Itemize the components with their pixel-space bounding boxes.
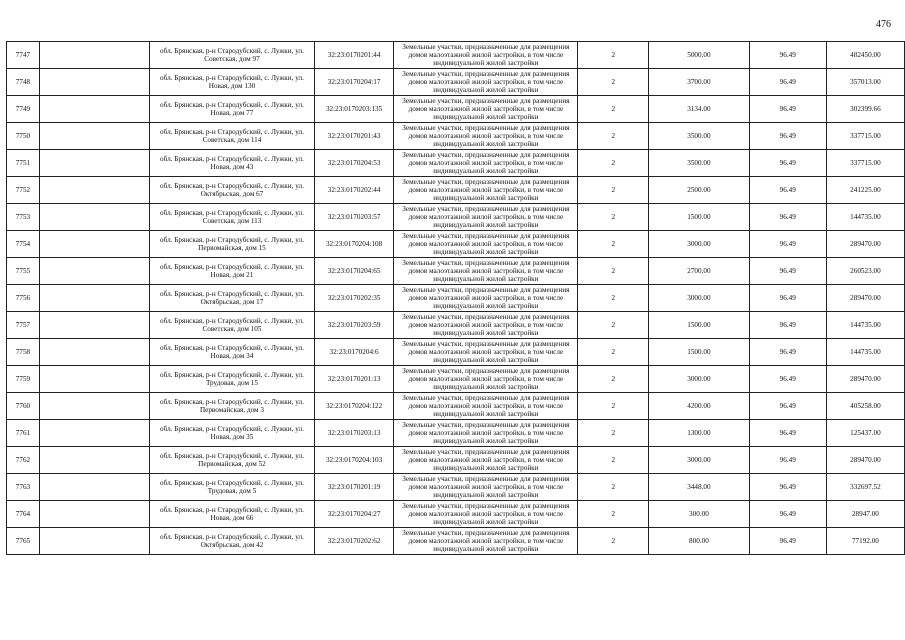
table-row [7, 312, 905, 339]
cadastral-value-cell: 77192.00 [826, 528, 904, 555]
address-cell: обл. Брянская, р-н Стародубский, с. Лужки, ул. Октябрьская, дом 42 [150, 528, 315, 555]
cadastral-number-cell: 32:23:0170201:13 [314, 366, 394, 393]
cadastral-number-cell: 32:23:0170202:35 [314, 285, 394, 312]
cadastral-number-cell: 32:23:0170201:19 [314, 474, 394, 501]
empty-cell [39, 150, 149, 177]
cadastral-number-cell: 32:23:0170203:135 [314, 96, 394, 123]
table-row [7, 420, 905, 447]
row-number: 7756 [7, 285, 40, 312]
rate-cell: 96.49 [749, 312, 826, 339]
cadastral-value-cell: 357013.00 [826, 69, 904, 96]
address-cell: обл. Брянская, р-н Стародубский, с. Лужки, ул. Новая, дом 43 [150, 150, 315, 177]
cadastral-number-cell: 32:23:0170204:122 [314, 393, 394, 420]
empty-cell [39, 285, 149, 312]
row-number: 7750 [7, 123, 40, 150]
empty-cell [39, 420, 149, 447]
empty-cell [39, 69, 149, 96]
address-cell: обл. Брянская, р-н Стародубский, с. Лужки, ул. Советская, дом 114 [150, 123, 315, 150]
rate-cell: 96.49 [749, 258, 826, 285]
table-row [7, 42, 905, 69]
address-cell: обл. Брянская, р-н Стародубский, с. Лужки, ул. Новая, дом 66 [150, 501, 315, 528]
cadastral-value-cell: 289470.00 [826, 231, 904, 258]
category-count-cell: 2 [578, 447, 649, 474]
area-cell: 3000.00 [649, 231, 749, 258]
rate-cell: 96.49 [749, 231, 826, 258]
empty-cell [39, 501, 149, 528]
row-number: 7757 [7, 312, 40, 339]
area-cell: 4200.00 [649, 393, 749, 420]
address-cell: обл. Брянская, р-н Стародубский, с. Лужки, ул. Трудовая, дом 15 [150, 366, 315, 393]
area-cell: 2500.00 [649, 177, 749, 204]
area-cell: 1500.00 [649, 339, 749, 366]
area-cell: 3500.00 [649, 150, 749, 177]
land-use-cell: Земельные участки, предназначенные для размещения домов малоэтажной жилой застройки, в том числе индивидуальной жилой застройки [394, 285, 578, 312]
row-number: 7747 [7, 42, 40, 69]
category-count-cell: 2 [578, 204, 649, 231]
cadastral-number-cell: 32:23:0170204:17 [314, 69, 394, 96]
cadastral-value-cell: 289470.00 [826, 447, 904, 474]
land-use-cell: Земельные участки, предназначенные для размещения домов малоэтажной жилой застройки, в том числе индивидуальной жилой застройки [394, 501, 578, 528]
land-registry-table [6, 41, 905, 555]
table-row [7, 339, 905, 366]
rate-cell: 96.49 [749, 285, 826, 312]
area-cell: 2700.00 [649, 258, 749, 285]
empty-cell [39, 366, 149, 393]
category-count-cell: 2 [578, 69, 649, 96]
land-use-cell: Земельные участки, предназначенные для размещения домов малоэтажной жилой застройки, в том числе индивидуальной жилой застройки [394, 42, 578, 69]
cadastral-value-cell: 125437.00 [826, 420, 904, 447]
table-row [7, 123, 905, 150]
table-row [7, 501, 905, 528]
row-number: 7765 [7, 528, 40, 555]
rate-cell: 96.49 [749, 393, 826, 420]
category-count-cell: 2 [578, 420, 649, 447]
area-cell: 1500.00 [649, 312, 749, 339]
land-use-cell: Земельные участки, предназначенные для размещения домов малоэтажной жилой застройки, в том числе индивидуальной жилой застройки [394, 420, 578, 447]
row-number: 7763 [7, 474, 40, 501]
land-use-cell: Земельные участки, предназначенные для размещения домов малоэтажной жилой застройки, в том числе индивидуальной жилой застройки [394, 528, 578, 555]
address-cell: обл. Брянская, р-н Стародубский, с. Лужки, ул. Первомайская, дом 3 [150, 393, 315, 420]
land-use-cell: Земельные участки, предназначенные для размещения домов малоэтажной жилой застройки, в том числе индивидуальной жилой застройки [394, 231, 578, 258]
rate-cell: 96.49 [749, 420, 826, 447]
area-cell: 3448.00 [649, 474, 749, 501]
address-cell: обл. Брянская, р-н Стародубский, с. Лужки, ул. Советская, дом 113 [150, 204, 315, 231]
area-cell: 3500.00 [649, 123, 749, 150]
empty-cell [39, 177, 149, 204]
rate-cell: 96.49 [749, 204, 826, 231]
address-cell: обл. Брянская, р-н Стародубский, с. Лужки, ул. Новая, дом 21 [150, 258, 315, 285]
land-use-cell: Земельные участки, предназначенные для размещения домов малоэтажной жилой застройки, в том числе индивидуальной жилой застройки [394, 312, 578, 339]
rate-cell: 96.49 [749, 150, 826, 177]
row-number: 7749 [7, 96, 40, 123]
land-use-cell: Земельные участки, предназначенные для размещения домов малоэтажной жилой застройки, в том числе индивидуальной жилой застройки [394, 177, 578, 204]
area-cell: 3134.00 [649, 96, 749, 123]
address-cell: обл. Брянская, р-н Стародубский, с. Лужки, ул. Октябрьская, дом 17 [150, 285, 315, 312]
category-count-cell: 2 [578, 501, 649, 528]
category-count-cell: 2 [578, 150, 649, 177]
cadastral-number-cell: 32:23:0170204:108 [314, 231, 394, 258]
empty-cell [39, 204, 149, 231]
row-number: 7764 [7, 501, 40, 528]
rate-cell: 96.49 [749, 123, 826, 150]
category-count-cell: 2 [578, 177, 649, 204]
cadastral-number-cell: 32:23:0170202:62 [314, 528, 394, 555]
empty-cell [39, 447, 149, 474]
cadastral-value-cell: 241225.00 [826, 177, 904, 204]
row-number: 7753 [7, 204, 40, 231]
area-cell: 300.00 [649, 501, 749, 528]
cadastral-number-cell: 32:23:0170204:65 [314, 258, 394, 285]
area-cell: 3000.00 [649, 366, 749, 393]
area-cell: 5000.00 [649, 42, 749, 69]
table-row [7, 177, 905, 204]
empty-cell [39, 123, 149, 150]
cadastral-number-cell: 32:23:0170201:43 [314, 123, 394, 150]
category-count-cell: 2 [578, 231, 649, 258]
category-count-cell: 2 [578, 285, 649, 312]
table-row [7, 447, 905, 474]
cadastral-number-cell: 32:23:0170204:27 [314, 501, 394, 528]
rate-cell: 96.49 [749, 69, 826, 96]
category-count-cell: 2 [578, 528, 649, 555]
address-cell: обл. Брянская, р-н Стародубский, с. Лужки, ул. Первомайская, дом 15 [150, 231, 315, 258]
area-cell: 800.00 [649, 528, 749, 555]
cadastral-value-cell: 144735.00 [826, 339, 904, 366]
land-use-cell: Земельные участки, предназначенные для размещения домов малоэтажной жилой застройки, в том числе индивидуальной жилой застройки [394, 474, 578, 501]
cadastral-number-cell: 32:23:0170201:44 [314, 42, 394, 69]
empty-cell [39, 393, 149, 420]
cadastral-number-cell: 32:23:0170203:59 [314, 312, 394, 339]
cadastral-value-cell: 302399.66 [826, 96, 904, 123]
category-count-cell: 2 [578, 312, 649, 339]
cadastral-value-cell: 260523.00 [826, 258, 904, 285]
land-use-cell: Земельные участки, предназначенные для размещения домов малоэтажной жилой застройки, в том числе индивидуальной жилой застройки [394, 150, 578, 177]
rate-cell: 96.49 [749, 96, 826, 123]
cadastral-value-cell: 289470.00 [826, 285, 904, 312]
cadastral-number-cell: 32:23:0170204:103 [314, 447, 394, 474]
row-number: 7752 [7, 177, 40, 204]
cadastral-value-cell: 332697.52 [826, 474, 904, 501]
category-count-cell: 2 [578, 42, 649, 69]
address-cell: обл. Брянская, р-н Стародубский, с. Лужки, ул. Новая, дом 130 [150, 69, 315, 96]
land-use-cell: Земельные участки, предназначенные для размещения домов малоэтажной жилой застройки, в том числе индивидуальной жилой застройки [394, 258, 578, 285]
cadastral-number-cell: 32:23:0170204:53 [314, 150, 394, 177]
rate-cell: 96.49 [749, 447, 826, 474]
cadastral-number-cell: 32:23:0170203:57 [314, 204, 394, 231]
row-number: 7751 [7, 150, 40, 177]
area-cell: 3000.00 [649, 447, 749, 474]
address-cell: обл. Брянская, р-н Стародубский, с. Лужки, ул. Советская, дом 97 [150, 42, 315, 69]
empty-cell [39, 42, 149, 69]
empty-cell [39, 231, 149, 258]
rate-cell: 96.49 [749, 366, 826, 393]
cadastral-value-cell: 144735.00 [826, 204, 904, 231]
address-cell: обл. Брянская, р-н Стародубский, с. Лужки, ул. Новая, дом 34 [150, 339, 315, 366]
area-cell: 1500.00 [649, 204, 749, 231]
cadastral-value-cell: 482450.00 [826, 42, 904, 69]
rate-cell: 96.49 [749, 339, 826, 366]
row-number: 7755 [7, 258, 40, 285]
empty-cell [39, 339, 149, 366]
row-number: 7759 [7, 366, 40, 393]
row-number: 7762 [7, 447, 40, 474]
empty-cell [39, 96, 149, 123]
category-count-cell: 2 [578, 366, 649, 393]
address-cell: обл. Брянская, р-н Стародубский, с. Лужки, ул. Советская, дом 105 [150, 312, 315, 339]
land-use-cell: Земельные участки, предназначенные для размещения домов малоэтажной жилой застройки, в том числе индивидуальной жилой застройки [394, 339, 578, 366]
cadastral-value-cell: 289470.00 [826, 366, 904, 393]
empty-cell [39, 258, 149, 285]
area-cell: 3000.00 [649, 285, 749, 312]
address-cell: обл. Брянская, р-н Стародубский, с. Лужки, ул. Октябрьская, дом 67 [150, 177, 315, 204]
area-cell: 1300.00 [649, 420, 749, 447]
land-use-cell: Земельные участки, предназначенные для размещения домов малоэтажной жилой застройки, в том числе индивидуальной жилой застройки [394, 366, 578, 393]
category-count-cell: 2 [578, 393, 649, 420]
cadastral-number-cell: 32:23:0170204:6 [314, 339, 394, 366]
category-count-cell: 2 [578, 474, 649, 501]
table-row [7, 285, 905, 312]
category-count-cell: 2 [578, 258, 649, 285]
category-count-cell: 2 [578, 339, 649, 366]
area-cell: 3700.00 [649, 69, 749, 96]
address-cell: обл. Брянская, р-н Стародубский, с. Лужки, ул. Новая, дом 35 [150, 420, 315, 447]
land-use-cell: Земельные участки, предназначенные для размещения домов малоэтажной жилой застройки, в том числе индивидуальной жилой застройки [394, 447, 578, 474]
table-body [7, 42, 905, 555]
cadastral-number-cell: 32:23:0170202:44 [314, 177, 394, 204]
table-row [7, 204, 905, 231]
address-cell: обл. Брянская, р-н Стародубский, с. Лужки, ул. Первомайская, дом 52 [150, 447, 315, 474]
cadastral-value-cell: 144735.00 [826, 312, 904, 339]
rate-cell: 96.49 [749, 528, 826, 555]
cadastral-value-cell: 405258.00 [826, 393, 904, 420]
address-cell: обл. Брянская, р-н Стародубский, с. Лужки, ул. Трудовая, дом 5 [150, 474, 315, 501]
category-count-cell: 2 [578, 123, 649, 150]
empty-cell [39, 474, 149, 501]
land-use-cell: Земельные участки, предназначенные для размещения домов малоэтажной жилой застройки, в том числе индивидуальной жилой застройки [394, 96, 578, 123]
land-use-cell: Земельные участки, предназначенные для размещения домов малоэтажной жилой застройки, в том числе индивидуальной жилой застройки [394, 393, 578, 420]
table-row [7, 474, 905, 501]
land-use-cell: Земельные участки, предназначенные для размещения домов малоэтажной жилой застройки, в том числе индивидуальной жилой застройки [394, 123, 578, 150]
table-row [7, 366, 905, 393]
cadastral-value-cell: 337715.00 [826, 150, 904, 177]
table-row [7, 231, 905, 258]
table-row [7, 150, 905, 177]
rate-cell: 96.49 [749, 42, 826, 69]
row-number: 7761 [7, 420, 40, 447]
row-number: 7754 [7, 231, 40, 258]
empty-cell [39, 528, 149, 555]
table-row [7, 69, 905, 96]
table-row [7, 258, 905, 285]
rate-cell: 96.49 [749, 501, 826, 528]
table-row [7, 393, 905, 420]
land-use-cell: Земельные участки, предназначенные для размещения домов малоэтажной жилой застройки, в том числе индивидуальной жилой застройки [394, 69, 578, 96]
rate-cell: 96.49 [749, 474, 826, 501]
row-number: 7758 [7, 339, 40, 366]
cadastral-value-cell: 337715.00 [826, 123, 904, 150]
address-cell: обл. Брянская, р-н Стародубский, с. Лужки, ул. Новая, дом 77 [150, 96, 315, 123]
row-number: 7748 [7, 69, 40, 96]
row-number: 7760 [7, 393, 40, 420]
category-count-cell: 2 [578, 96, 649, 123]
land-use-cell: Земельные участки, предназначенные для размещения домов малоэтажной жилой застройки, в том числе индивидуальной жилой застройки [394, 204, 578, 231]
cadastral-value-cell: 28947.00 [826, 501, 904, 528]
table-row [7, 96, 905, 123]
cadastral-number-cell: 32:23:0170203:13 [314, 420, 394, 447]
table-row [7, 528, 905, 555]
empty-cell [39, 312, 149, 339]
rate-cell: 96.49 [749, 177, 826, 204]
page-number: 476 [876, 19, 891, 30]
